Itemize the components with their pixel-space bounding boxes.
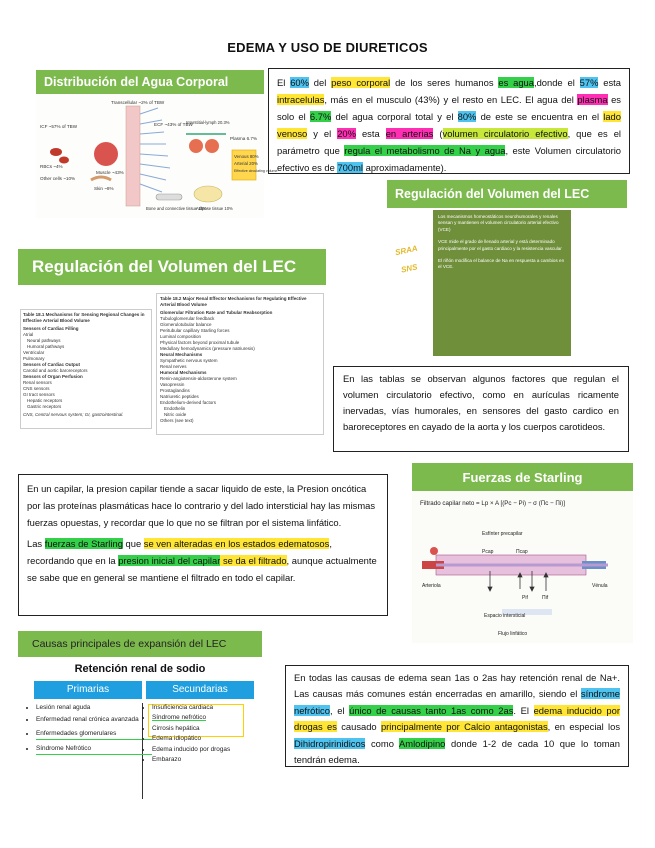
table1-row: CNS sensors — [23, 386, 50, 391]
pif-label: Pif — [522, 595, 528, 601]
table1-footnote: CNS, Central nervous system; GI, gastrointestinal. — [23, 412, 124, 417]
bone-label: Bone and connective tissue 15% — [146, 206, 207, 211]
table2-row: Physical factors beyond proximal tubule — [160, 340, 240, 345]
highlight: lado venoso — [277, 111, 621, 139]
espacio-label: Espacio intersticial — [484, 613, 526, 619]
text: Las — [27, 538, 45, 549]
table2-row: Nitric oxide — [164, 412, 187, 417]
bullet-3: El riñón modifica el balance de Na en respuesta a cambios en el VCE. — [438, 258, 565, 270]
table2-row: Neural Mechanisms — [160, 352, 203, 357]
table1-title: Table 18.1 Mechanisms for Sensing Regional Changes in Effective Arterial Blood Volume — [23, 312, 145, 323]
skin-label: Skin ~8% — [94, 186, 114, 191]
text: esta — [355, 128, 386, 139]
table1-row: Sensors of Organ Perfusion — [23, 374, 83, 379]
regulacion-large-header: Regulación del Volumen del LEC — [18, 249, 326, 285]
adipose-label: Adipose tissue 10% — [196, 206, 233, 211]
text: , este Volumen circulatorio efectivo es de — [277, 145, 621, 173]
causas-header: Causas principales de expansión del LEC — [18, 631, 262, 657]
text: que — [122, 538, 144, 549]
text: El — [277, 77, 291, 88]
precapillary-sphincter — [430, 547, 438, 555]
highlight: se da el filtrado — [220, 555, 287, 566]
secundarias-tab: Secundarias — [146, 681, 254, 699]
text: que es el parámetro que — [277, 128, 621, 156]
highlight: 57% — [579, 77, 599, 88]
table2-row: Renal nerves — [160, 364, 187, 369]
text: , — [567, 128, 571, 139]
text: , el — [329, 704, 350, 716]
table2-row: Glomerular Filtration Rate and Tubular Reabsorption — [160, 310, 273, 315]
intro-text-box — [268, 68, 630, 174]
highlight: regula el metabolismo de Na y agua — [344, 145, 506, 156]
body-water-diagram — [36, 94, 278, 218]
esfinter-label: Esfínter precapilar — [482, 531, 523, 537]
ecv-label: Effective circulating volume — [234, 169, 278, 173]
table1-row: Carotid and aortic baroreceptors — [23, 368, 88, 373]
distribucion-header: Distribución del Agua Corporal — [36, 70, 264, 94]
text: . El — [513, 704, 534, 716]
highlight: presion inicial del capilar — [118, 555, 221, 566]
table2-row: Luminal composition — [160, 334, 202, 339]
highlight: 20% — [337, 128, 356, 139]
table1-row: Humoral pathways — [27, 344, 65, 349]
table1-row: Atrial — [23, 332, 34, 337]
table1-row: Gastric receptors — [27, 404, 62, 409]
figure-regulacion-small — [387, 180, 627, 356]
handwritten-sns: SNS — [400, 262, 419, 275]
primarias-tab: Primarias — [34, 681, 142, 699]
text: , aunque actualmente se sabe que en general se mantiene el filtrado en todo el capilar. — [27, 555, 377, 583]
highlight: 60% — [290, 77, 309, 88]
primarias-list — [22, 703, 152, 755]
formula: Filtrado capilar neto = Lp × A [(Pc − Pi) − σ (Πc − Πi)] — [420, 500, 565, 507]
list-item: • Síndrome Nefrótico — [36, 744, 152, 755]
adipose-icon — [194, 186, 222, 202]
rbc-label: RBCs ~4% — [40, 164, 63, 169]
text: es solo el — [277, 94, 621, 122]
paragraph: En un capilar, la presion capilar tiende a sacar liquido de este, la Presion oncótica por las proteínas plasmáticas hace lo contrario y del lado intersticial hay las mismas fuerzas opuestas, y recordar que lo que no se filtran por el sistema linfático. — [27, 483, 376, 528]
highlight: en arterias — [385, 128, 434, 139]
table2-row: Natriuretic peptides — [160, 394, 199, 399]
table2-row: Renin-angiotensin-aldosterone system — [160, 376, 237, 381]
table2-row: Tubuloglomerular feedback — [160, 316, 215, 321]
highlight: principalmente por Calcio antagonistas — [380, 721, 548, 733]
piif-label: Πif — [542, 595, 549, 601]
paragraph — [27, 535, 379, 586]
text: , más en el musculo (43%) y el resto en LEC. El agua del — [324, 94, 578, 105]
text: del — [308, 77, 332, 88]
table1-row: GI tract sensors — [23, 392, 55, 397]
text: y el — [307, 128, 338, 139]
highlight: Dihidropirinidicos — [294, 737, 366, 749]
starling-header: Fuerzas de Starling — [412, 463, 633, 491]
text: de los seres humanos — [390, 77, 499, 88]
other-cells-label: Other cells ~10% — [40, 176, 76, 181]
list-item: • Síndrome nefrótico — [152, 713, 272, 723]
table2-row: Endothelin — [164, 406, 186, 411]
text: esta — [598, 77, 621, 88]
highlight: síndrome nefrótico — [294, 688, 620, 716]
text: En todas las causas de edema sean 1as o 2as hay retención renal de Na+. Las causas más comunes están encerradas en amarillo, siendo el — [294, 672, 620, 700]
arteriola-label: Arteriola — [422, 583, 441, 589]
text: donde 1-2 de cada 10 que lo toman tendrán edema. — [294, 737, 620, 766]
interstitial-label: Interstitial-lymph 20.3% — [186, 120, 230, 125]
table1-row: Renal sensors — [23, 380, 52, 385]
text: como — [365, 737, 399, 749]
transcellular-label: Transcellular ~2% of TBW — [111, 100, 165, 105]
highlight: 6.7% — [309, 111, 332, 122]
table2-row: Peritubular capillary Starling forces — [160, 328, 230, 333]
highlight: intracelulas — [277, 94, 325, 105]
causas-subtitle: Retención renal de sodio — [74, 663, 206, 675]
table1-row: Sensors of Cardiac Output — [23, 362, 81, 367]
table1-row: Neural pathways — [27, 338, 61, 343]
table2-row: Humoral Mechanisms — [160, 370, 207, 375]
rbc-icon — [50, 148, 62, 156]
highlight: peso corporal — [331, 77, 391, 88]
bone-icon — [156, 194, 182, 200]
regulacion-small-header: Regulación del Volumen del LEC — [387, 180, 627, 208]
highlight: volumen circulatorio efectivo — [442, 128, 568, 139]
text: aproximadamente). — [363, 162, 447, 173]
table2-row: Others (see text) — [160, 418, 194, 423]
table2-row: Sympathetic nervous system — [160, 358, 218, 363]
causas-text-box — [285, 665, 629, 767]
figure-regulacion-large — [18, 249, 326, 437]
table2-row: Vasopressin — [160, 382, 185, 387]
text: ,donde el — [533, 77, 580, 88]
text: del agua corporal total y el — [331, 111, 458, 122]
figure-starling — [412, 463, 633, 643]
table2-title: Table 18.2 Major Renal Effector Mechanisms for Regulating Effective Arterial Blood Volume — [160, 296, 307, 307]
highlight: es agua — [498, 77, 534, 88]
flujo-label: Flujo linfático — [498, 631, 528, 637]
tablas-text-box — [333, 366, 629, 452]
highlight: se ven alteradas en los estados edematosos — [143, 538, 330, 549]
table1-row: Pulmonary — [23, 356, 45, 361]
list-item: • Edema idiopático — [152, 734, 272, 744]
picap-label: Πcap — [516, 549, 528, 555]
starling-diagram — [412, 491, 633, 643]
text: , en especial los — [547, 721, 621, 733]
text: En las tablas se observan algunos factores que regulan el volumen circulatorio efectivo, como en aurículas ricamente inervadas, vías humorales, en sensores del gasto cardico en baroreceptores en cayado de la aorta y los cuerpos carotideos. — [343, 373, 619, 432]
handwritten-sraa: SRAA — [394, 243, 419, 258]
table-18-2 — [156, 293, 324, 435]
table-18-1 — [20, 309, 152, 429]
highlight: Amlodipino — [399, 737, 446, 749]
highlight: 700ml — [337, 162, 363, 173]
table1-row: Ventricular — [23, 350, 45, 355]
list-item: • Lesión renal aguda — [36, 703, 152, 713]
highlight: plasma — [577, 94, 608, 105]
transcellular-column — [126, 106, 140, 206]
bullet-panel — [433, 210, 571, 356]
arterial-label: Arterial 20% — [234, 161, 258, 166]
bullet-1: Los mecanismos homeostáticos neurohumorales y renales sensan y mantienen el volumen circulatorio arterial efectivo (VCE) — [438, 214, 559, 232]
text: de este se encuentra en el — [476, 111, 604, 122]
table2-row: Medullary hemodynamics (pressure natriuresis) — [160, 346, 255, 351]
text: ( — [433, 128, 443, 139]
figure-distribucion — [36, 70, 278, 218]
list-item: • Embarazo — [152, 755, 272, 765]
highlight: fuerzas de Starling — [44, 538, 123, 549]
pcap-label: Pcap — [482, 549, 494, 555]
list-item: • Cirrosis hepática — [152, 724, 272, 734]
table1-row: Sensors of Cardiac Filling — [23, 326, 79, 331]
table2-row: Prostaglandins — [160, 388, 190, 393]
page-title: EDEMA Y USO DE DIURETICOS — [227, 40, 428, 55]
venous-label: Venous 80% — [234, 154, 259, 159]
text: causado — [336, 721, 381, 733]
capilar-text-box — [18, 474, 388, 616]
figure-causas — [18, 631, 262, 801]
list-item: • Edema inducido por drogas — [152, 745, 272, 755]
icf-label: ICF ~57% of TBW — [40, 124, 78, 129]
plasma-label: Plasma 6.7% — [230, 136, 258, 141]
highlight: 80% — [457, 111, 477, 122]
text: , recordando que en la — [27, 538, 332, 566]
highlight: único de causas tanto 1as como 2as — [349, 704, 514, 716]
ecf-label: ECF ~43% of TBW — [154, 122, 193, 127]
table2-row: Glomerulotubular balance — [160, 322, 212, 327]
list-item: • Insuficiencia cardiaca — [152, 703, 272, 713]
slide-body — [387, 210, 627, 356]
muscle-label: Muscle ~43% — [96, 170, 124, 175]
venula-label: Vénula — [592, 583, 608, 589]
highlight: edema inducido por drogas es — [294, 704, 620, 733]
bullet-2: VCE mide el grado de llenado arterial y está determinado principalmente por el gasto cardiaco y la resistencia vascular — [438, 239, 562, 251]
list-item: • Enfermedad renal crónica avanzada — [36, 715, 152, 725]
table1-row: Hepatic receptors — [27, 398, 63, 403]
muscle-icon — [94, 142, 118, 166]
secundarias-list — [138, 703, 272, 765]
list-item: • Enfermedades glomerulares — [36, 729, 152, 740]
table2-row: Endothelium-derived factors — [160, 400, 217, 405]
